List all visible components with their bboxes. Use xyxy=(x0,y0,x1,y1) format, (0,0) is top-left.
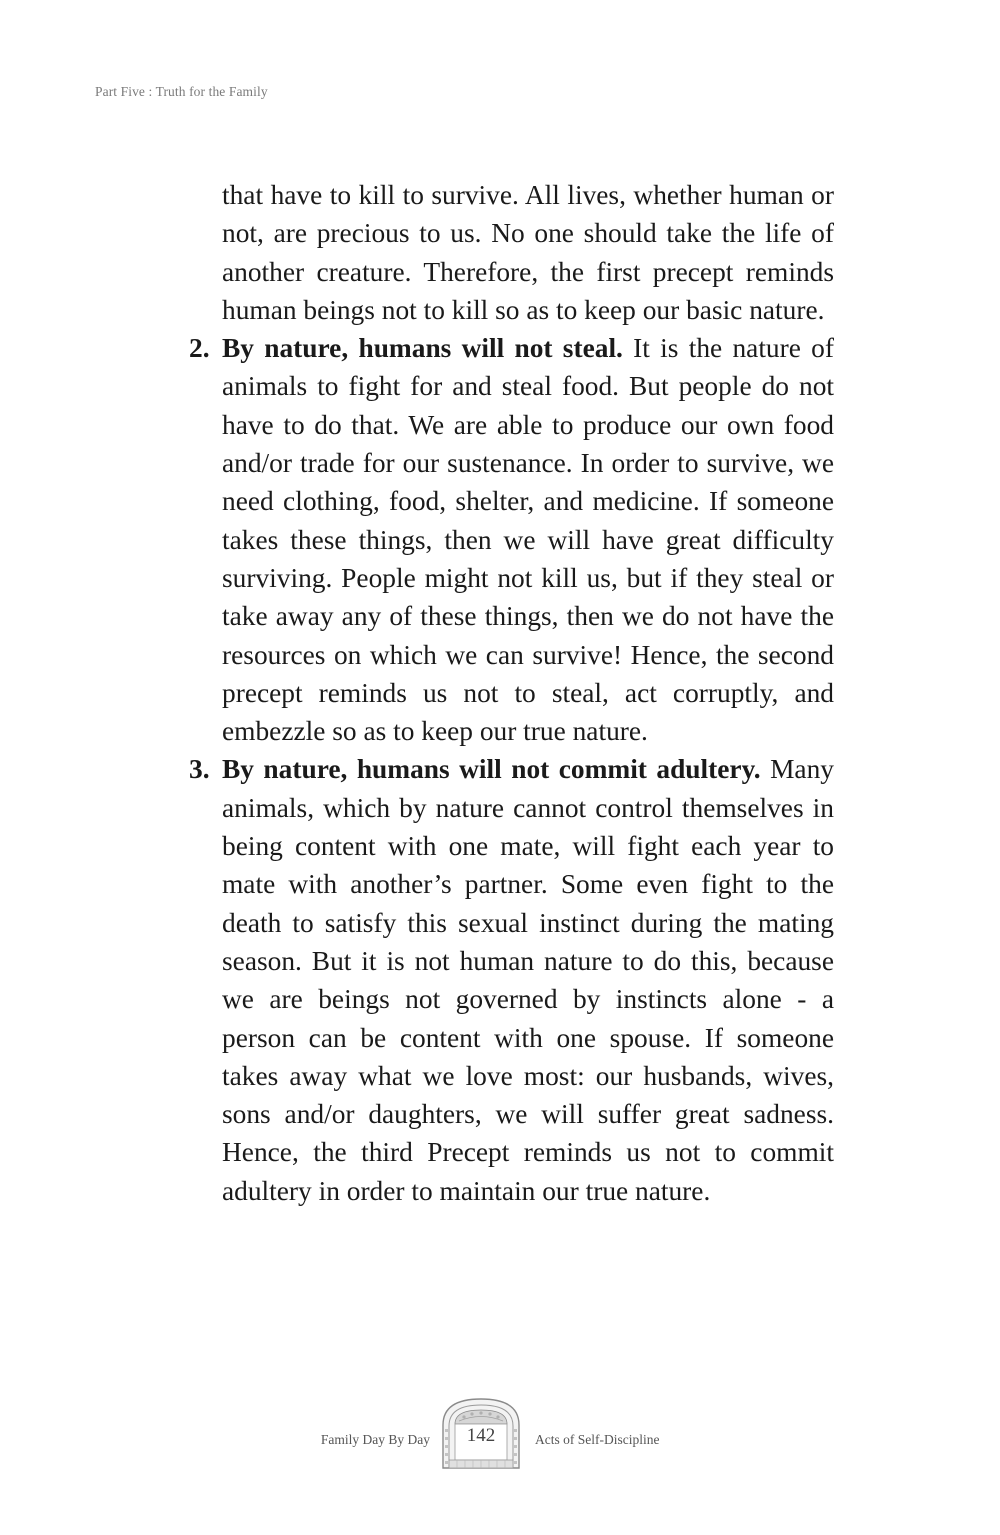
running-header: Part Five : Truth for the Family xyxy=(95,84,268,99)
footer-book-title: Family Day By Day xyxy=(320,1432,430,1447)
item-lead: By nature, humans will not commit adultery. xyxy=(222,754,761,785)
page-body xyxy=(189,176,834,1210)
item-number: 2. xyxy=(189,333,210,364)
footer-chapter-title: Acts of Self-Discipline xyxy=(535,1432,660,1447)
list-item xyxy=(189,329,834,750)
list-item xyxy=(189,750,834,1210)
page-number: 142 xyxy=(466,1425,496,1446)
item-number: 3. xyxy=(189,754,210,785)
page-footer xyxy=(0,1395,1000,1475)
item-text: It is the nature of animals to fight for and steal food. But people do not have to do that. We are able to produce our own food and/or trade for our sustenance. In order to survive, we need clothing, food, shelter, and medicine. If someone takes these things, then we will have great difficulty surviving. People might not kill us, but if they steal or take away any of these things, then we do not have the resources on which we can survive! Hence, the second precept reminds us not to steal, act corruptly, and embezzle so as to keep our true nature. xyxy=(222,333,834,747)
continuation-paragraph: that have to kill to survive. All lives, whether human or not, are precious to us. No one should take the life of another creature. Therefore, the first precept reminds human beings not to kill so as to keep our basic nature. xyxy=(222,180,834,325)
item-text: Many animals, which by nature cannot control themselves in being content with one mate, will fight each year to mate with another’s partner. Some even fight to the death to satisfy this sexual instinct during the mating season. But it is not human nature to do this, because we are beings not governed by instincts alone - a person can be content with one spouse. If someone takes away what we love most: our husbands, wives, sons and/or daughters, we will suffer great sadness. Hence, the third Precept reminds us not to commit adultery in order to maintain our true nature. xyxy=(222,754,834,1206)
item-lead: By nature, humans will not steal. xyxy=(222,333,623,364)
